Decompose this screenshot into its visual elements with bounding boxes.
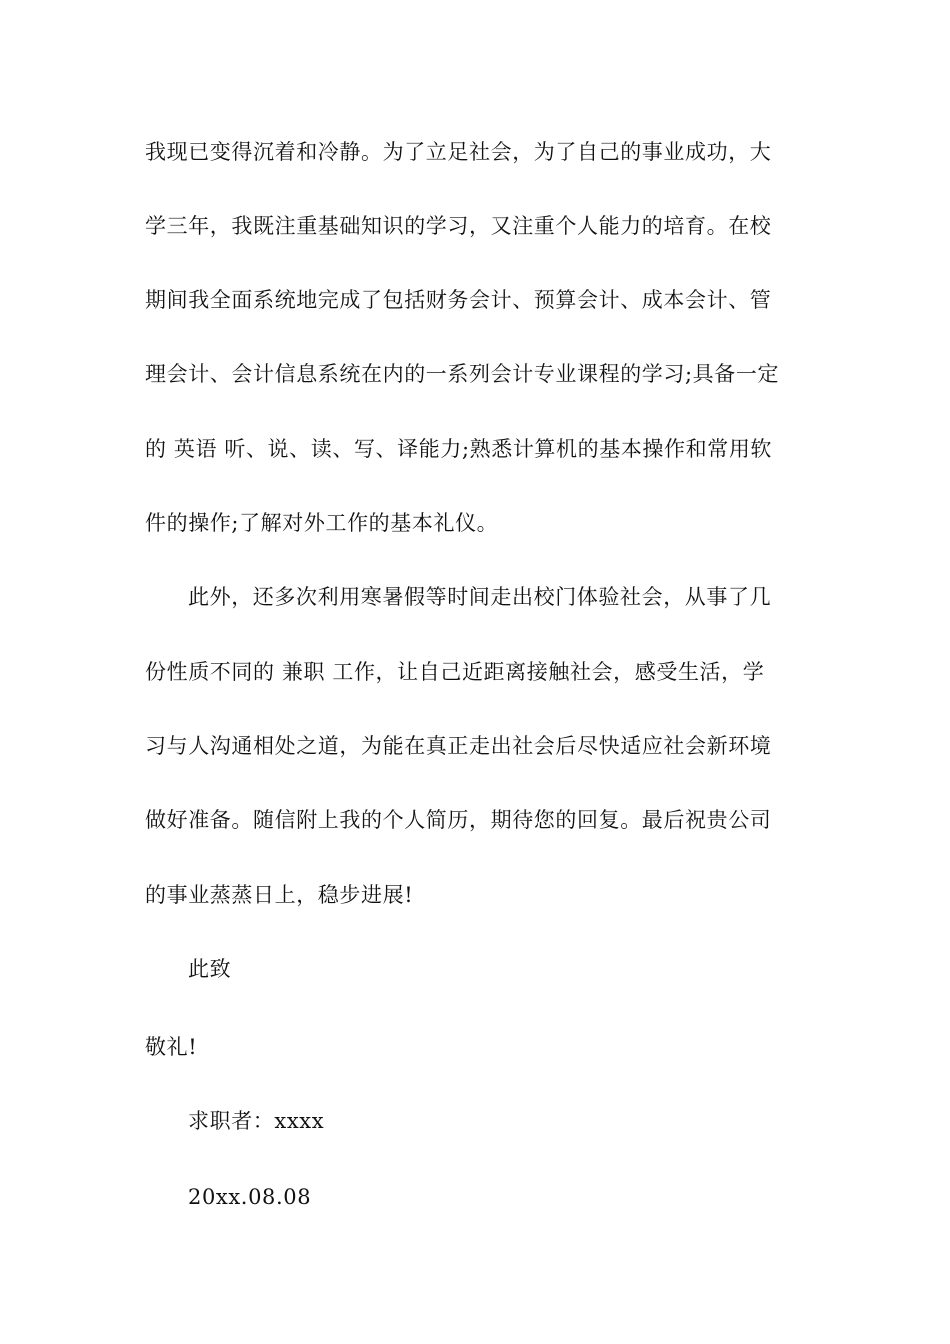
paragraph-line: 期间我全面系统地完成了包括财务会计、预算会计、成本会计、管 — [145, 288, 772, 312]
paragraph-line: 我现已变得沉着和冷静。为了立足社会，为了自己的事业成功，大 — [145, 140, 772, 164]
paragraph-line: 份性质不同的 兼职 工作，让自己近距离接触社会，感受生活，学 — [145, 660, 765, 684]
paragraph-line: 的事业蒸蒸日上，稳步进展! — [145, 883, 414, 907]
signature: 求职者：xxxx — [188, 1109, 325, 1133]
closing-text: 此致 — [188, 957, 232, 981]
paragraph-line: 学三年，我既注重基础知识的学习，又注重个人能力的培育。在校 — [145, 214, 772, 238]
paragraph-line: 件的操作;了解对外工作的基本礼仪。 — [145, 511, 499, 535]
date: 20xx.08.08 — [188, 1185, 312, 1209]
paragraph-line: 做好准备。随信附上我的个人简历，期待您的回复。最后祝贵公司 — [145, 808, 772, 832]
salute-text: 敬礼! — [145, 1035, 198, 1059]
paragraph-line: 理会计、会计信息系统在内的一系列会计专业课程的学习;具备一定 — [145, 362, 780, 386]
paragraph-line: 此外，还多次利用寒暑假等时间走出校门体验社会，从事了几 — [188, 585, 772, 609]
paragraph-line: 的 英语 听、说、读、写、译能力;熟悉计算机的基本操作和常用软 — [145, 437, 773, 461]
paragraph-line: 习与人沟通相处之道，为能在真正走出社会后尽快适应社会新环境 — [145, 734, 772, 758]
